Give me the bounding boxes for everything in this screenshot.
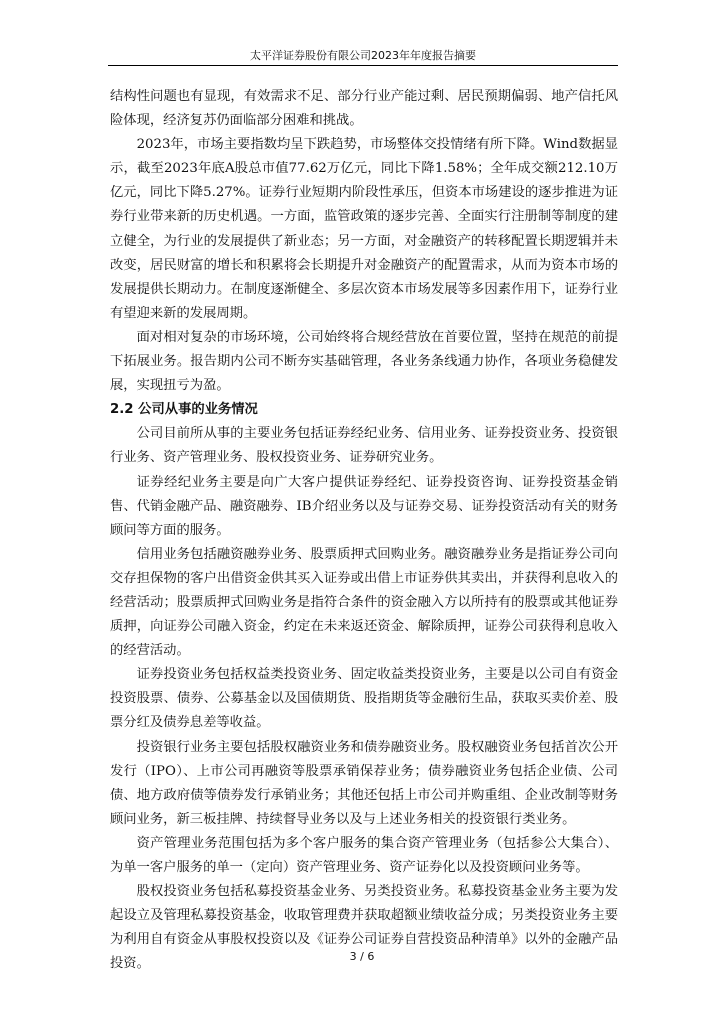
paragraph-market-overview: 2023年，市场主要指数均呈下跌趋势，市场整体交投情绪有所下降。Wind数据显示，截至2023年底A股总市值77.62万亿元，同比下降1.58%；全年成交额212.10万亿元，同比下降5.27%。证券行业短期内阶段性承压，但资本市场建设的逐步推进为证券行业带来新的历史机遇。一方面，监管政策的逐步完善、全面实行注册制等制度的建立健全，为行业的发展提供了新业态；另一方面，对金融资产的转移配置长期逻辑并未改变，居民财富的增长和积累将会长期提升对金融资产的配置需求，从而为资本市场的发展提供长期动力。在制度逐渐健全、多层次资本市场发展等多因素作用下，证券行业有望迎来新的发展周期。 xyxy=(110,137,618,321)
document-body xyxy=(110,85,618,976)
page-header: 太平洋证券股份有限公司2023年年度报告摘要 xyxy=(250,49,476,62)
paragraph-credit: 信用业务包括融资融券业务、股票质押式回购业务。融资融券业务是指证券公司向交存担保物的客户出借资金供其买入证券或出借上市证券供其卖出，并获得利息收入的经营活动；股票质押式回购业务是指符合条件的资金融入方以所持有的股票或其他证券质押，向证券公司融入资金，约定在未来返还资金、解除质押，证券公司获得利息收入的经营活动。 xyxy=(110,546,618,659)
paragraph-business-scope: 公司目前所从事的主要业务包括证券经纪业务、信用业务、证券投资业务、投资银行业务、资产管理业务、股权投资业务、证券研究业务。 xyxy=(110,426,618,466)
paragraph-investment-banking: 投资银行业务主要包括股权融资业务和债券融资业务。股权融资业务包括首次公开发行（IPO）、上市公司再融资等股票承销保荐业务；债券融资业务包括企业债、公司债、地方政府债等债券发行承销业务；其他还包括上市公司并购重组、企业改制等财务顾问业务，新三板挂牌、持续督导业务以及与上述业务相关的投资银行类业务。 xyxy=(110,739,618,827)
page-number: 3 / 6 xyxy=(349,950,375,963)
header-divider xyxy=(108,65,618,66)
paragraph-securities-investment: 证券投资业务包括权益类投资业务、固定收益类投资业务，主要是以公司自有资金投资股票、债券、公募基金以及国债期货、股指期货等金融衍生品，获取买卖价差、股票分红及债券息差等收益。 xyxy=(110,667,618,731)
paragraph-continued: 结构性问题也有显现，有效需求不足、部分行业产能过剩、居民预期偏弱、地产信托风险体现，经济复苏仍面临部分困难和挑战。 xyxy=(110,89,618,129)
paragraph-company-response: 面对相对复杂的市场环境，公司始终将合规经营放在首要位置，坚持在规范的前提下拓展业务。报告期内公司不断夯实基础管理，各业务条线通力协作，各项业务稳健发展，实现扭亏为盈。 xyxy=(110,329,618,394)
paragraph-asset-management: 资产管理业务范围包括为多个客户服务的集合资产管理业务（包括参公大集合）、为单一客户服务的单一（定向）资产管理业务、资产证券化以及投资顾问业务等。 xyxy=(110,835,618,875)
section-heading: 2.2 公司从事的业务情况 xyxy=(110,402,258,418)
paragraph-equity-investment: 股权投资业务包括私募投资基金业务、另类投资业务。私募投资基金业务主要为发起设立及管理私募投资基金，收取管理费并获取超额业绩收益分成；另类投资业务主要为利用自有资金从事股权投资以及《证券公司证券自营投资品种清单》以外的金融产品投资。 xyxy=(110,884,618,972)
paragraph-brokerage: 证券经纪业务主要是向广大客户提供证券经纪、证券投资咨询、证券投资基金销售、代销金融产品、融资融券、IB介绍业务以及与证券交易、证券投资活动有关的财务顾问等方面的服务。 xyxy=(110,474,618,538)
